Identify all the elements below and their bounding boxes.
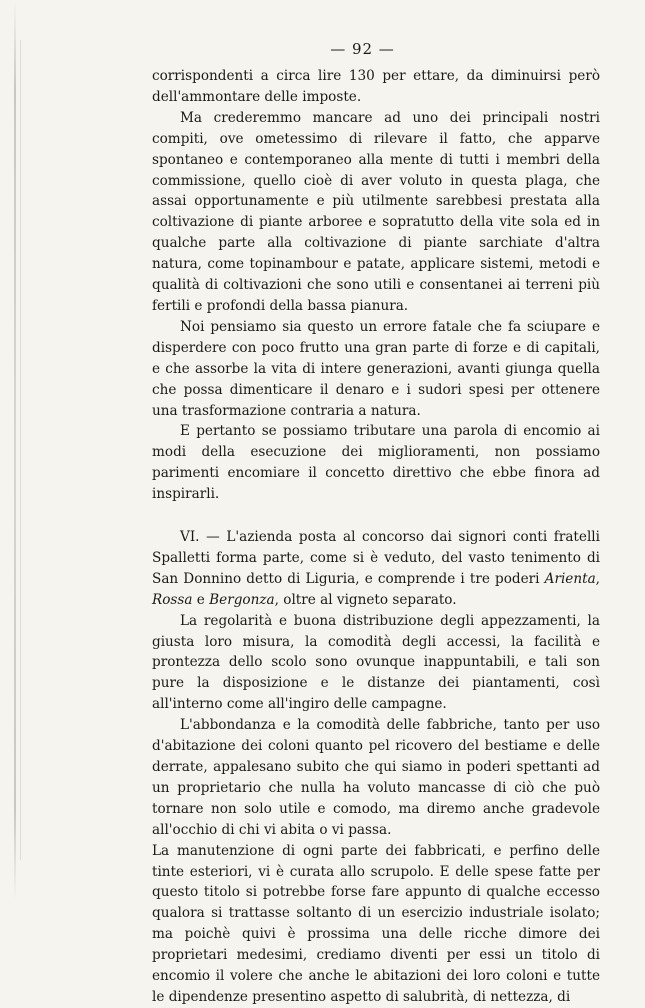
italic-text: Rossa <box>152 591 193 608</box>
paragraph <box>152 715 600 840</box>
paragraph-text: La regolarità e buona distribuzione degli appezzamenti, la giusta loro misura, la comodità degli accessi, la facilità e prontezza dello scolo sono ovunque inappuntabili, e tali son pure la disposizione e le distanze dei piantamenti, così all'interno come all'ingiro delle campagne. <box>152 612 600 713</box>
body-text <box>152 66 600 1008</box>
paragraph-text: , <box>595 570 600 587</box>
paragraph-text: La manutenzione di ogni parte dei fabbricati, e perfino delle tinte esteriori, vi è curata allo scrupolo. E delle spese fatte per questo titolo si potrebbe forse fare appunto di qualche eccesso qualora si trattasse soltanto di un esercizio industriale isolato; ma poichè quivi è prossima una delle ricche dimore dei proprietari medesimi, crediamo diventi per essi un titolo di encomio il volere che anche le abitazioni dei loro coloni e tutte le dipendenze presentino aspetto di salubrità, di nettezza, di <box>152 842 600 1005</box>
paragraph-text: Noi pensiamo sia questo un errore fatale che fa sciupare e disperdere con poco frutto una gran parte di forze e di capitali, e che assorbe la vita di intere generazioni, avanti giunga quella che possa dimenticare il denaro e i sudori spesi per ottenere una trasformazione contraria a natura. <box>152 318 600 419</box>
paragraph-text: e <box>192 591 210 608</box>
paragraph-text: VI. — L'azienda posta al concorso dai signori conti fratelli Spalletti forma parte, come si è veduto, del vasto tenimento di San Donnino detto di Liguria, e comprende i tre poderi <box>152 529 600 587</box>
italic-text: Bergonza <box>209 591 275 608</box>
paragraph <box>152 527 600 611</box>
italic-text: Arienta <box>544 570 596 587</box>
paragraph <box>152 841 600 1008</box>
page-gutter-line <box>20 40 21 860</box>
paragraph-text: E pertanto se possiamo tributare una parola di encomio ai modi della esecuzione dei miglioramenti, non possiamo parimenti encomiare il concetto direttivo che ebbe finora ad inspirarli. <box>152 423 600 503</box>
paragraph <box>152 611 600 716</box>
paragraph <box>152 421 600 505</box>
paragraph-text: Ma crederemmo mancare ad uno dei principali nostri compiti, ove ometessimo di rilevare il fatto, che apparve spontaneo e contemporaneo alla mente di tutti i membri della commissione, quello cioè di aver voluto in questa plaga, che assai opportunamente e più utilmente sarebbesi prestata alla coltivazione di piante arboree e sopratutto della vite sola ed in qualche parte alla coltivazione di piante sarchiate d'altra natura, come topinambour e patate, applicare sistemi, metodi e qualità di coltivazioni che sono utili e consentanei ai terreni più fertili e profondi della bassa pianura. <box>152 109 600 314</box>
paragraph <box>152 66 600 108</box>
page-gutter-shadow <box>14 0 16 900</box>
paragraph-text: , oltre al vigneto separato. <box>274 591 457 608</box>
paragraph-text: L'abbondanza e la comodità delle fabbriche, tanto per uso d'abitazione dei coloni quanto pel ricovero del bestiame e delle derrate, appalesano subito che qui siamo in poderi spettanti ad un proprietario che nulla ha voluto mancasse di ciò che può tornare non solo utile e comodo, ma diremo anche gradevole all'occhio di chi vi abita o vi passa. <box>152 717 600 838</box>
page-number: — 92 — <box>330 40 395 58</box>
paragraph-text: corrispondenti a circa lire 130 per ettare, da diminuirsi però dell'ammontare delle imposte. <box>152 68 600 105</box>
section-gap <box>152 505 600 527</box>
paragraph <box>152 317 600 422</box>
paragraph <box>152 108 600 317</box>
